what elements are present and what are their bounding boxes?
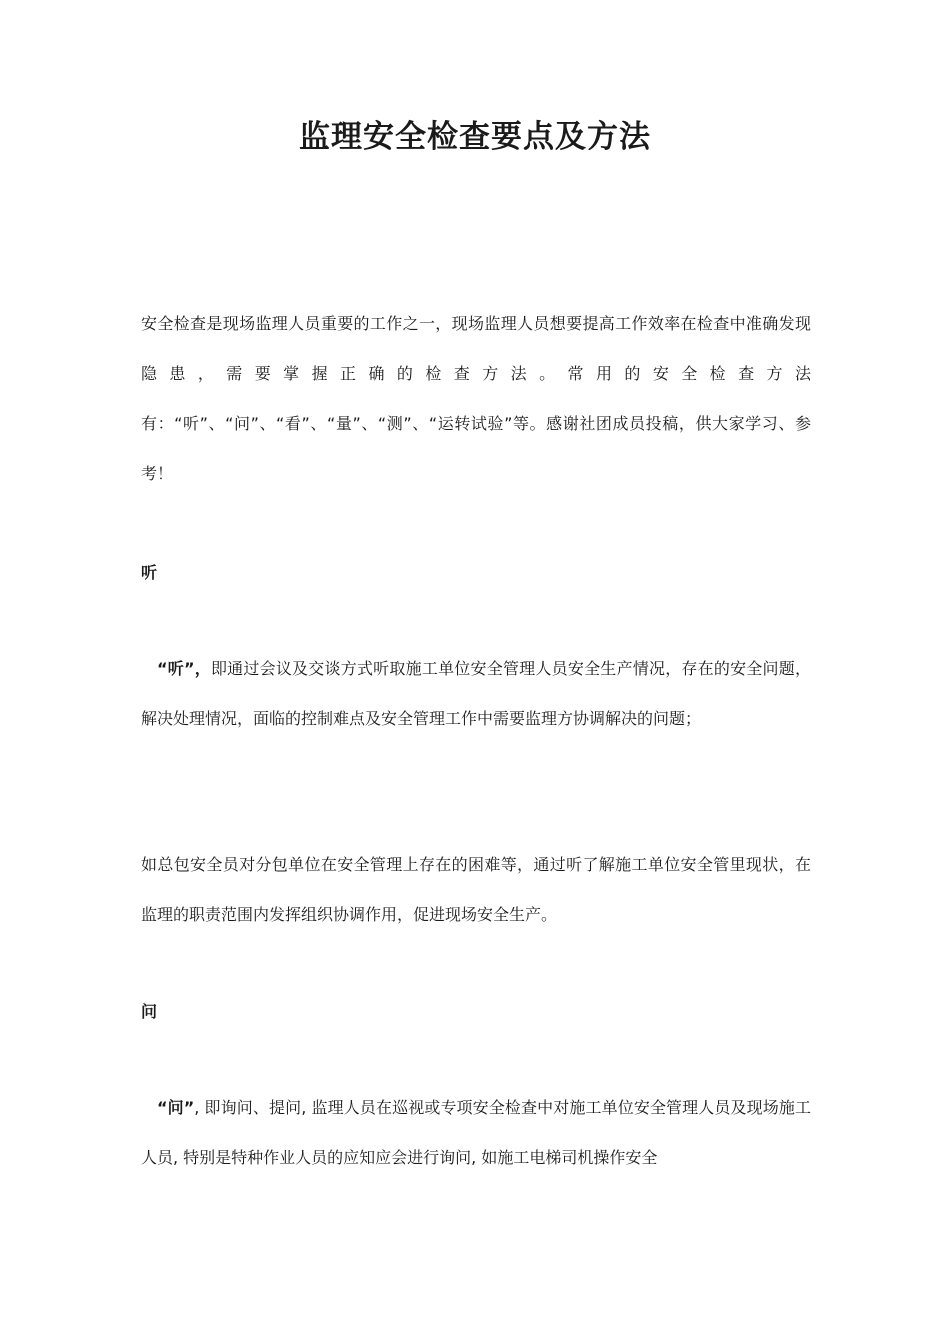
ask-lead: “问” xyxy=(157,1098,195,1117)
listen-paragraph-1-text: 即通过会议及交谈方式听取施工单位安全管理人员安全生产情况，存在的安全问题，解决处理情况，面临的控制难点及安全管理工作中需要监理方协调解决的问题； xyxy=(141,659,811,728)
ask-paragraph-1-text: , 即询问、提问, 监理人员在巡视或专项安全检查中对施工单位安全管理人员及现场施工人员, 特别是特种作业人员的应知应会进行询问, 如施工电梯司机操作安全 xyxy=(141,1098,811,1167)
listen-lead: “听”， xyxy=(157,659,211,678)
listen-paragraph-2: 如总包安全员对分包单位在安全管理上存在的困难等，通过听了解施工单位安全管里现状，在监理的职责范围内发挥组织协调作用，促进现场安全生产。 xyxy=(141,855,811,924)
section-heading-listen: 听 xyxy=(141,563,158,582)
document-title: 监理安全检查要点及方法 xyxy=(299,119,651,155)
intro-paragraph: 安全检查是现场监理人员重要的工作之一，现场监理人员想要提高工作效率在检查中准确发现隐患，需要掌握正确的检查方法。常用的安全检查方法有：“听”、“问”、“看”、“量”、“测”、“运转试验”等。感谢社团成员投稿，供大家学习、参考！ xyxy=(141,314,811,483)
section-heading-ask: 问 xyxy=(141,1002,158,1021)
ask-paragraph-1 xyxy=(141,1083,811,1183)
listen-paragraph-1 xyxy=(141,644,811,744)
